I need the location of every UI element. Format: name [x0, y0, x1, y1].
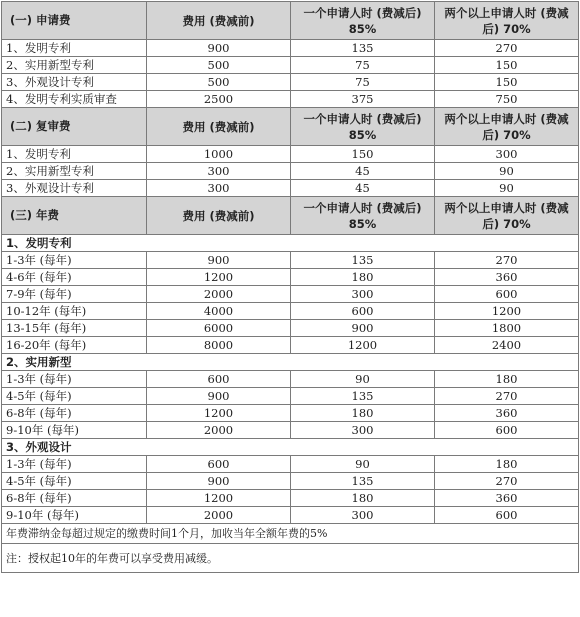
col-multi-applicant-fee: 两个以上申请人时 (费减后) 70%	[435, 197, 579, 235]
fee-one-applicant: 135	[291, 40, 435, 57]
fee-item-label: 16-20年 (每年)	[2, 337, 147, 354]
col-one-applicant-fee: 一个申请人时 (费减后) 85%	[291, 197, 435, 235]
fee-item-label: 2、实用新型专利	[2, 57, 147, 74]
fee-multi-applicant: 180	[435, 456, 579, 473]
fee-item-label: 4、发明专利实质审查	[2, 91, 147, 108]
reduction-note: 注：授权起10年的年费可以享受费用减缓。	[2, 544, 579, 573]
fee-one-applicant: 135	[291, 388, 435, 405]
fee-before-reduction: 900	[147, 40, 291, 57]
table-row	[2, 320, 579, 337]
fee-before-reduction: 1200	[147, 405, 291, 422]
fee-item-label: 1、发明专利	[2, 40, 147, 57]
section-header-row	[2, 108, 579, 146]
col-one-applicant-fee: 一个申请人时 (费减后) 85%	[291, 108, 435, 146]
section-title: (三) 年费	[2, 197, 147, 235]
fee-item-label: 1-3年 (每年)	[2, 371, 147, 388]
fee-multi-applicant: 300	[435, 146, 579, 163]
col-fee-before-reduction: 费用 (费减前)	[147, 2, 291, 40]
fee-one-applicant: 600	[291, 303, 435, 320]
note-row	[2, 544, 579, 573]
fee-before-reduction: 2000	[147, 286, 291, 303]
group-title-row	[2, 235, 579, 252]
fee-multi-applicant: 270	[435, 252, 579, 269]
fee-one-applicant: 180	[291, 405, 435, 422]
fee-multi-applicant: 90	[435, 180, 579, 197]
patent-fee-table	[1, 1, 579, 573]
fee-item-label: 9-10年 (每年)	[2, 422, 147, 439]
table-row	[2, 337, 579, 354]
fee-one-applicant: 90	[291, 371, 435, 388]
table-row	[2, 303, 579, 320]
section-header-row	[2, 197, 579, 235]
fee-multi-applicant: 600	[435, 507, 579, 524]
fee-multi-applicant: 180	[435, 371, 579, 388]
fee-one-applicant: 135	[291, 252, 435, 269]
table-row	[2, 252, 579, 269]
group-title: 3、外观设计	[2, 439, 579, 456]
fee-before-reduction: 500	[147, 74, 291, 91]
group-title: 1、发明专利	[2, 235, 579, 252]
table-row	[2, 163, 579, 180]
fee-one-applicant: 900	[291, 320, 435, 337]
fee-item-label: 13-15年 (每年)	[2, 320, 147, 337]
fee-item-label: 1、发明专利	[2, 146, 147, 163]
late-fee-note: 年费滞纳金每超过规定的缴费时间1个月，加收当年全额年费的5%	[2, 524, 579, 544]
table-row	[2, 507, 579, 524]
fee-multi-applicant: 90	[435, 163, 579, 180]
fee-item-label: 4-6年 (每年)	[2, 269, 147, 286]
col-multi-applicant-fee: 两个以上申请人时 (费减后) 70%	[435, 2, 579, 40]
fee-item-label: 7-9年 (每年)	[2, 286, 147, 303]
table-row	[2, 473, 579, 490]
table-row	[2, 146, 579, 163]
fee-before-reduction: 500	[147, 57, 291, 74]
fee-one-applicant: 300	[291, 422, 435, 439]
fee-multi-applicant: 150	[435, 57, 579, 74]
fee-multi-applicant: 1200	[435, 303, 579, 320]
fee-one-applicant: 180	[291, 269, 435, 286]
fee-before-reduction: 4000	[147, 303, 291, 320]
table-row	[2, 422, 579, 439]
table-row	[2, 286, 579, 303]
col-fee-before-reduction: 费用 (费减前)	[147, 108, 291, 146]
fee-item-label: 6-8年 (每年)	[2, 405, 147, 422]
fee-item-label: 4-5年 (每年)	[2, 388, 147, 405]
fee-before-reduction: 2500	[147, 91, 291, 108]
fee-item-label: 3、外观设计专利	[2, 74, 147, 91]
col-fee-before-reduction: 费用 (费减前)	[147, 197, 291, 235]
group-title-row	[2, 354, 579, 371]
fee-before-reduction: 900	[147, 473, 291, 490]
fee-item-label: 3、外观设计专利	[2, 180, 147, 197]
fee-before-reduction: 8000	[147, 337, 291, 354]
fee-multi-applicant: 270	[435, 40, 579, 57]
table-row	[2, 269, 579, 286]
fee-before-reduction: 1200	[147, 490, 291, 507]
fee-multi-applicant: 360	[435, 405, 579, 422]
fee-multi-applicant: 360	[435, 269, 579, 286]
fee-before-reduction: 300	[147, 163, 291, 180]
col-multi-applicant-fee: 两个以上申请人时 (费减后) 70%	[435, 108, 579, 146]
fee-one-applicant: 135	[291, 473, 435, 490]
fee-before-reduction: 600	[147, 456, 291, 473]
group-title-row	[2, 439, 579, 456]
fee-multi-applicant: 360	[435, 490, 579, 507]
table-row	[2, 371, 579, 388]
fee-multi-applicant: 750	[435, 91, 579, 108]
fee-multi-applicant: 270	[435, 388, 579, 405]
table-row	[2, 180, 579, 197]
fee-one-applicant: 150	[291, 146, 435, 163]
table-row	[2, 74, 579, 91]
table-row	[2, 405, 579, 422]
fee-before-reduction: 1200	[147, 269, 291, 286]
note-row	[2, 524, 579, 544]
fee-item-label: 1-3年 (每年)	[2, 252, 147, 269]
table-row	[2, 490, 579, 507]
fee-item-label: 2、实用新型专利	[2, 163, 147, 180]
table-row	[2, 91, 579, 108]
table-row	[2, 40, 579, 57]
fee-one-applicant: 180	[291, 490, 435, 507]
fee-before-reduction: 1000	[147, 146, 291, 163]
fee-one-applicant: 90	[291, 456, 435, 473]
fee-before-reduction: 300	[147, 180, 291, 197]
fee-before-reduction: 900	[147, 252, 291, 269]
fee-multi-applicant: 150	[435, 74, 579, 91]
table-row	[2, 57, 579, 74]
fee-item-label: 10-12年 (每年)	[2, 303, 147, 320]
section-header-row	[2, 2, 579, 40]
fee-one-applicant: 75	[291, 74, 435, 91]
fee-item-label: 4-5年 (每年)	[2, 473, 147, 490]
fee-one-applicant: 45	[291, 163, 435, 180]
fee-item-label: 1-3年 (每年)	[2, 456, 147, 473]
fee-before-reduction: 600	[147, 371, 291, 388]
fee-one-applicant: 75	[291, 57, 435, 74]
fee-multi-applicant: 600	[435, 286, 579, 303]
col-one-applicant-fee: 一个申请人时 (费减后) 85%	[291, 2, 435, 40]
fee-one-applicant: 45	[291, 180, 435, 197]
fee-before-reduction: 900	[147, 388, 291, 405]
table-row	[2, 388, 579, 405]
group-title: 2、实用新型	[2, 354, 579, 371]
fee-item-label: 9-10年 (每年)	[2, 507, 147, 524]
table-row	[2, 456, 579, 473]
fee-item-label: 6-8年 (每年)	[2, 490, 147, 507]
fee-before-reduction: 6000	[147, 320, 291, 337]
fee-table-body	[2, 2, 579, 573]
fee-before-reduction: 2000	[147, 507, 291, 524]
fee-multi-applicant: 1800	[435, 320, 579, 337]
section-title: (一) 申请费	[2, 2, 147, 40]
fee-multi-applicant: 270	[435, 473, 579, 490]
fee-one-applicant: 300	[291, 507, 435, 524]
fee-before-reduction: 2000	[147, 422, 291, 439]
fee-one-applicant: 300	[291, 286, 435, 303]
section-title: (二) 复审费	[2, 108, 147, 146]
fee-multi-applicant: 2400	[435, 337, 579, 354]
fee-one-applicant: 1200	[291, 337, 435, 354]
fee-one-applicant: 375	[291, 91, 435, 108]
fee-multi-applicant: 600	[435, 422, 579, 439]
